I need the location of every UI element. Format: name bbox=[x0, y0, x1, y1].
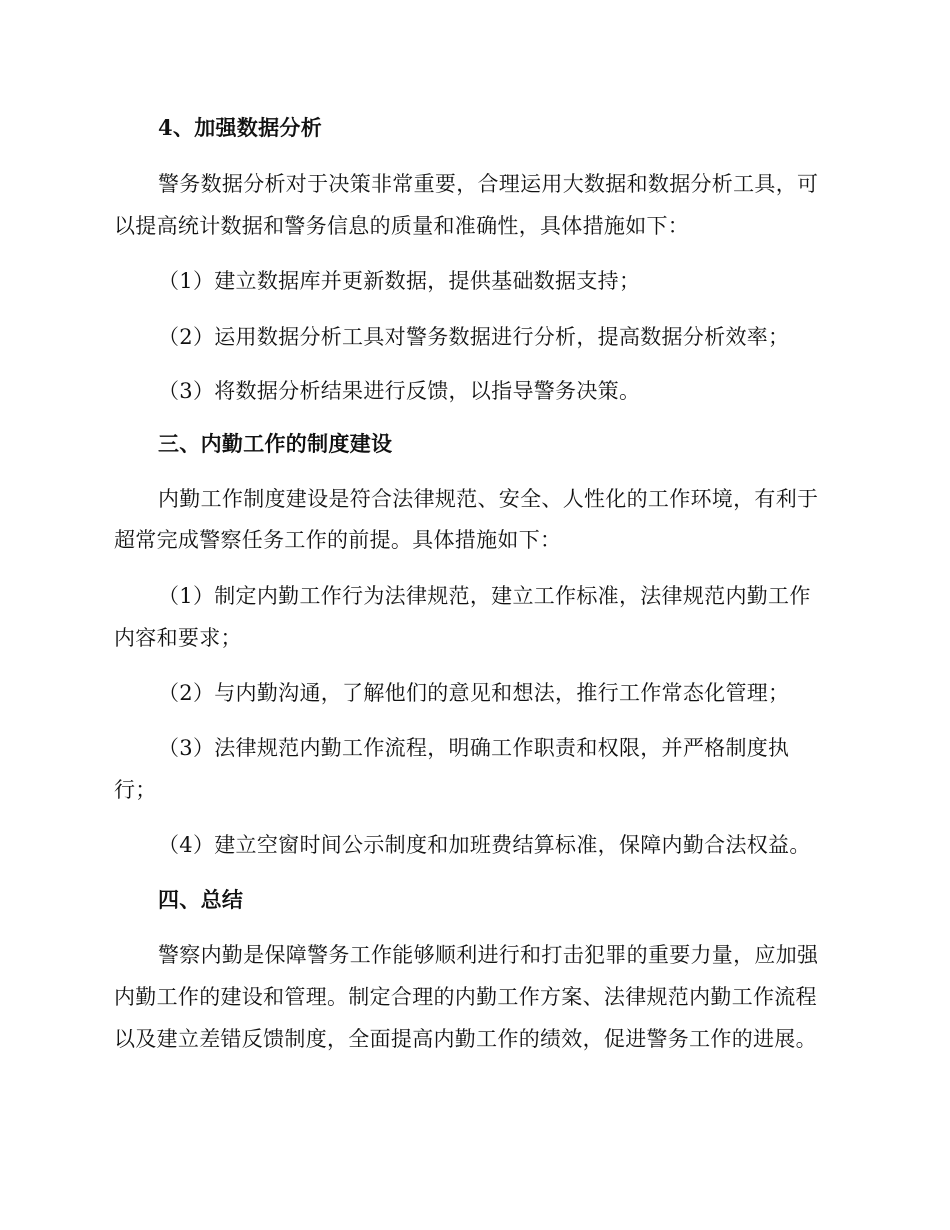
list-item: （3）将数据分析结果进行反馈，以指导警务决策。 bbox=[158, 379, 641, 403]
paragraph-line: 超常完成警察任务工作的前提。具体措施如下： bbox=[114, 528, 562, 552]
paragraph-line: 以及建立差错反馈制度，全面提高内勤工作的绩效，促进警务工作的进展。 bbox=[114, 1027, 817, 1051]
list-item: （1）制定内勤工作行为法律规范，建立工作标准，法律规范内勤工作 bbox=[158, 584, 811, 608]
list-item: （2）运用数据分析工具对警务数据进行分析，提高数据分析效率； bbox=[158, 325, 790, 349]
section-heading-4-summary: 四、总结 bbox=[158, 887, 244, 912]
paragraph-line: 内勤工作制度建设是符合法律规范、安全、人性化的工作环境，有利于 bbox=[158, 487, 819, 511]
section-heading-3: 三、内勤工作的制度建设 bbox=[158, 431, 393, 456]
list-item-continuation: 内容和要求； bbox=[114, 626, 242, 650]
list-item-continuation: 行； bbox=[114, 778, 157, 802]
paragraph-line: 以提高统计数据和警务信息的质量和准确性，具体措施如下： bbox=[114, 214, 690, 238]
list-item: （2）与内勤沟通，了解他们的意见和想法，推行工作常态化管理； bbox=[158, 681, 790, 705]
section-heading-4: 4、加强数据分析 bbox=[158, 115, 323, 140]
paragraph-line: 警察内勤是保障警务工作能够顺利进行和打击犯罪的重要力量，应加强 bbox=[158, 943, 819, 967]
list-item: （4）建立空窗时间公示制度和加班费结算标准，保障内勤合法权益。 bbox=[158, 833, 811, 857]
list-item: （3）法律规范内勤工作流程，明确工作职责和权限，并严格制度执 bbox=[158, 736, 790, 760]
paragraph-line: 内勤工作的建设和管理。制定合理的内勤工作方案、法律规范内勤工作流程 bbox=[114, 985, 817, 1009]
list-item: （1）建立数据库并更新数据，提供基础数据支持； bbox=[158, 269, 641, 293]
paragraph-line: 警务数据分析对于决策非常重要，合理运用大数据和数据分析工具，可 bbox=[158, 172, 819, 196]
